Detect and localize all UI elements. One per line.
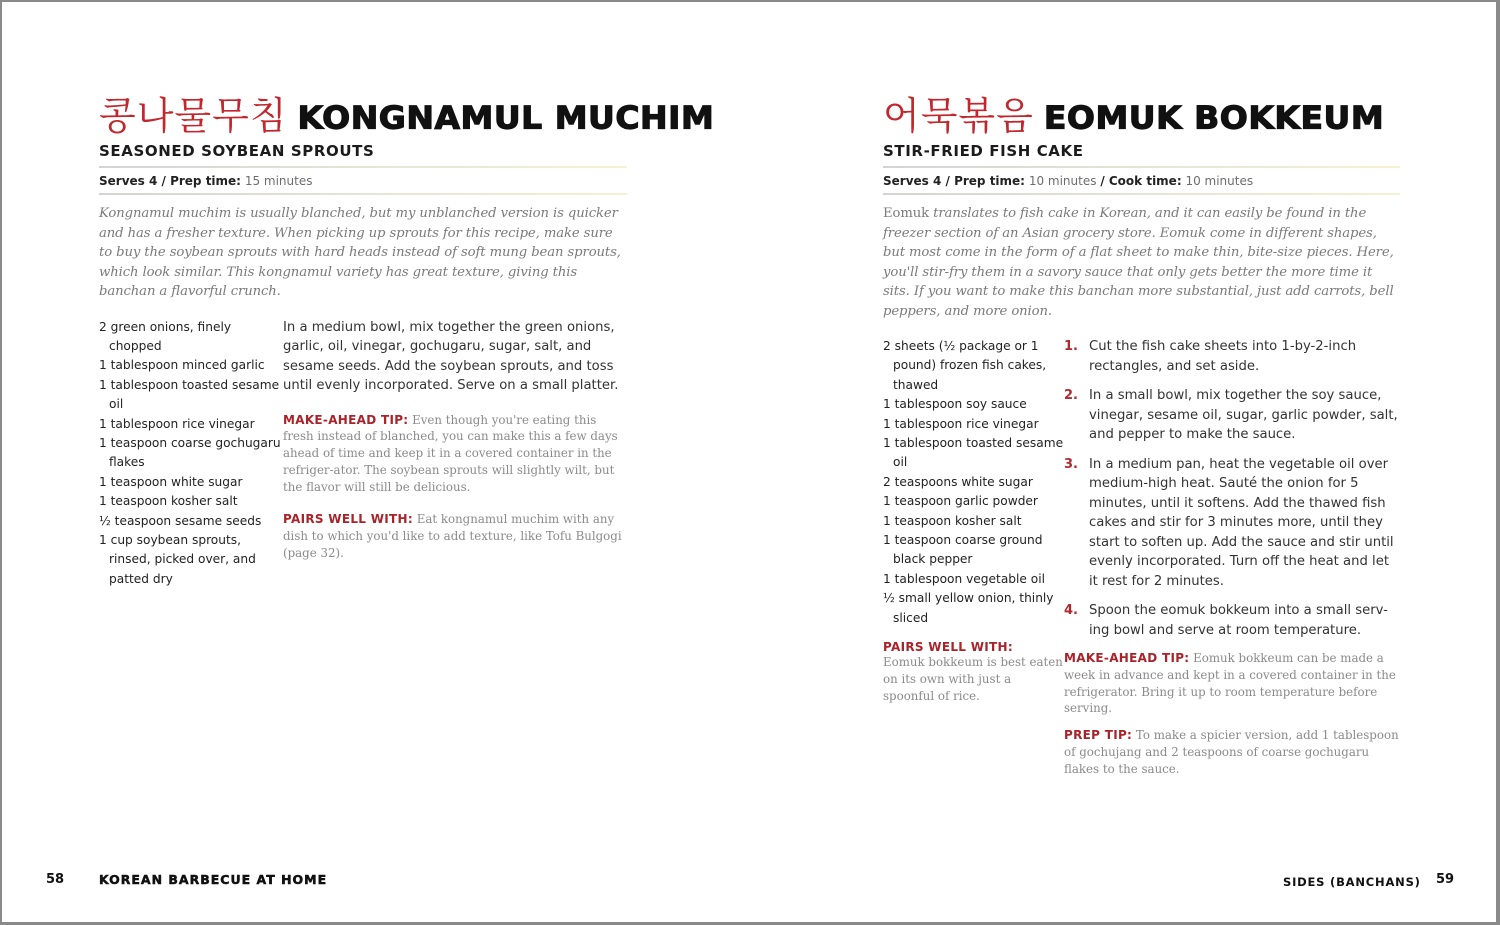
make-ahead-text: Even though you're eating this fresh instead of blanched, you can make this a few days ahead of time and keep it in a covered container in the refriger-ator. The soybean sprouts will slightly wilt, but the flavor will still be delicious.: [283, 412, 618, 494]
page-number: 59: [1436, 872, 1455, 887]
intro-lead: Eomuk: [883, 206, 930, 221]
prep-time: 15 minutes: [244, 174, 313, 188]
ingredient-item: 1 teaspoon kosher salt: [883, 513, 1022, 528]
serves-label: Serves 4 / Prep time:: [99, 174, 241, 188]
book-spread: [2, 2, 1496, 922]
recipe-kongnamul-muchim: [99, 94, 715, 589]
recipe-intro: Kongnamul muchim is usually blanched, but my unblanched version is quicker and has a fresher texture. When picking up sprouts for this recipe, make sure to buy the soybean sprouts with hard heads instead of soft mung bean sprouts, which look similar. This kongnamul variety has great texture, giving this banchan a flavorful crunch.: [99, 206, 621, 299]
ingredient-item: 1 tablespoon soy sauce: [883, 397, 1027, 412]
step-number: 1.: [1064, 339, 1078, 354]
pairs-label: PAIRS WELL WITH:: [283, 512, 413, 527]
ingredients-column: [883, 337, 1064, 778]
ingredients-list: [99, 318, 283, 590]
ingredient-item: 1 teaspoon coarse ground black pepper: [883, 533, 1043, 567]
step-item: [1064, 601, 1400, 640]
serves-info: [883, 169, 1400, 193]
method-text: In a medium bowl, mix together the green onions, garlic, oil, vinegar, gochugaru, sugar, salt, and sesame seeds. Add the soybean sprouts, and toss until evenly incorporated. Serve on a small platter.: [283, 319, 619, 393]
running-head-left: [99, 869, 327, 888]
ingredient-item: 1 tablespoon rice vinegar: [883, 416, 1039, 431]
page-number: 58: [46, 872, 65, 887]
recipe-subtitle: SEASONED SOYBEAN SPROUTS: [99, 142, 375, 160]
make-ahead-tip: [283, 412, 627, 496]
title-korean: 콩나물무침: [99, 94, 288, 138]
pairs-text: Eat kongnamul muchim with any dish to which you'd like to add texture, like Tofu Bulgogi (page 32).: [283, 512, 622, 561]
make-ahead-text: Eomuk bokkeum can be made a week in advance and kept in a covered container in the refrigerator. Bring it up to room temperature before serving.: [1064, 651, 1396, 716]
step-item: [1064, 455, 1400, 592]
title-korean: 어묵볶음: [883, 94, 1034, 138]
recipe-title: [883, 94, 1400, 140]
ingredient-item: ½ small yellow onion, thinly sliced: [883, 591, 1054, 625]
left-footer: [46, 868, 64, 887]
prep-tip-label: PREP TIP:: [1064, 728, 1133, 743]
serves-info: [99, 169, 627, 193]
running-head-right: [1283, 871, 1421, 890]
step-number: 4.: [1064, 603, 1078, 618]
pairs-label: PAIRS WELL WITH:: [883, 640, 1013, 655]
ingredient-item: 1 tablespoon toasted sesame oil: [883, 436, 1064, 470]
prep-tip: [1064, 727, 1400, 777]
make-ahead-label: MAKE-AHEAD TIP:: [1064, 651, 1190, 665]
divider: [883, 166, 1400, 168]
ingredient-item: 1 teaspoon kosher salt: [99, 494, 238, 509]
serves-label: Serves 4 / Prep time:: [883, 174, 1025, 188]
ingredient-item: 1 tablespoon vegetable oil: [883, 571, 1046, 586]
recipe-intro: [883, 204, 1400, 321]
divider: [883, 193, 1400, 195]
ingredient-item: 1 tablespoon minced garlic: [99, 358, 265, 373]
step-text: Cut the fish cake sheets into 1-by-2-inch rectangles, and set aside.: [1089, 339, 1357, 374]
ingredients-list: [883, 337, 1064, 628]
left-page: [2, 2, 749, 922]
right-page: [749, 2, 1496, 922]
ingredient-item: 1 tablespoon toasted sesame oil: [99, 377, 280, 412]
prep-time: 10 minutes: [1028, 174, 1097, 188]
intro-text: translates to fish cake in Korean, and it can easily be found in the freezer section of an Asian grocery store. Eomuk come in different shapes, but most come in the form of a flat sheet to make thin, bite-size pieces. Here, you'll stir-fry them in a savory sauce that only gets better the more time it sits. If you want to make this banchan more substantial, just add carrots, bell peppers, and more onion.: [883, 206, 1394, 319]
step-text: In a medium pan, heat the vegetable oil over medium-high heat. Sauté the onion for 5 minutes, until it softens. Add the thawed fish cakes and stir for 3 minutes more, until they start to soften up. Add the sauce and stir until evenly incorporated. Turn off the heat and let it rest for 2 minutes.: [1089, 456, 1394, 589]
ingredient-item: 2 sheets (½ package or 1 pound) frozen fish cakes, thawed: [883, 339, 1047, 392]
recipe-body: [883, 337, 1400, 778]
ingredient-item: ½ teaspoon sesame seeds: [99, 513, 262, 528]
divider: [99, 166, 627, 168]
cook-time: 10 minutes: [1185, 174, 1254, 188]
step-text: In a small bowl, mix together the soy sauce, vinegar, sesame oil, sugar, garlic powder, salt, and pepper to make the sauce.: [1089, 388, 1398, 442]
recipe-title: [99, 94, 715, 140]
step-item: [1064, 337, 1400, 376]
section-title: SIDES (BANCHANS): [1283, 875, 1421, 889]
step-number: 3.: [1064, 456, 1078, 472]
ingredient-item: 1 teaspoon white sugar: [99, 474, 243, 489]
prep-tip-text: To make a spicier version, add 1 tablespoon of gochujang and 2 teaspoons of coarse gochugaru flakes to the sauce.: [1064, 728, 1399, 776]
divider: [99, 193, 627, 195]
ingredient-item: 2 green onions, finely chopped: [99, 319, 232, 353]
step-number: 2.: [1064, 388, 1078, 403]
pairs-text: Eomuk bokkeum is best eaten on its own with just a spoonful of rice.: [883, 655, 1063, 703]
make-ahead-label: MAKE-AHEAD TIP:: [283, 412, 409, 427]
ingredient-item: 1 teaspoon garlic powder: [883, 494, 1038, 509]
cook-label: / Cook time:: [1100, 174, 1182, 188]
make-ahead-tip: [1064, 650, 1400, 717]
ingredient-item: 1 cup soybean sprouts, rinsed, picked over, and patted dry: [99, 532, 256, 586]
recipe-eomuk-bokkeum: [883, 94, 1400, 778]
ingredient-item: 2 teaspoons white sugar: [883, 474, 1033, 489]
pairs-well-with: [283, 511, 627, 561]
book-title: KOREAN BARBECUE AT HOME: [99, 872, 328, 887]
right-footer: [1436, 868, 1454, 887]
ingredient-item: 1 tablespoon rice vinegar: [99, 416, 255, 431]
recipe-subtitle: STIR-FRIED FISH CAKE: [883, 142, 1084, 160]
step-text: Spoon the eomuk bokkeum into a small serv-ing bowl and serve at room temperature.: [1089, 603, 1388, 638]
step-item: [1064, 386, 1400, 445]
ingredient-item: 1 teaspoon coarse gochugaru flakes: [99, 435, 281, 470]
title-english: KONGNAMUL MUCHIM: [297, 99, 715, 137]
recipe-body: [99, 318, 627, 590]
title-english: EOMUK BOKKEUM: [1043, 99, 1385, 137]
method: [283, 318, 627, 590]
pairs-well-with: [883, 640, 1064, 704]
method: [1064, 337, 1400, 778]
steps-list: [1064, 337, 1400, 640]
